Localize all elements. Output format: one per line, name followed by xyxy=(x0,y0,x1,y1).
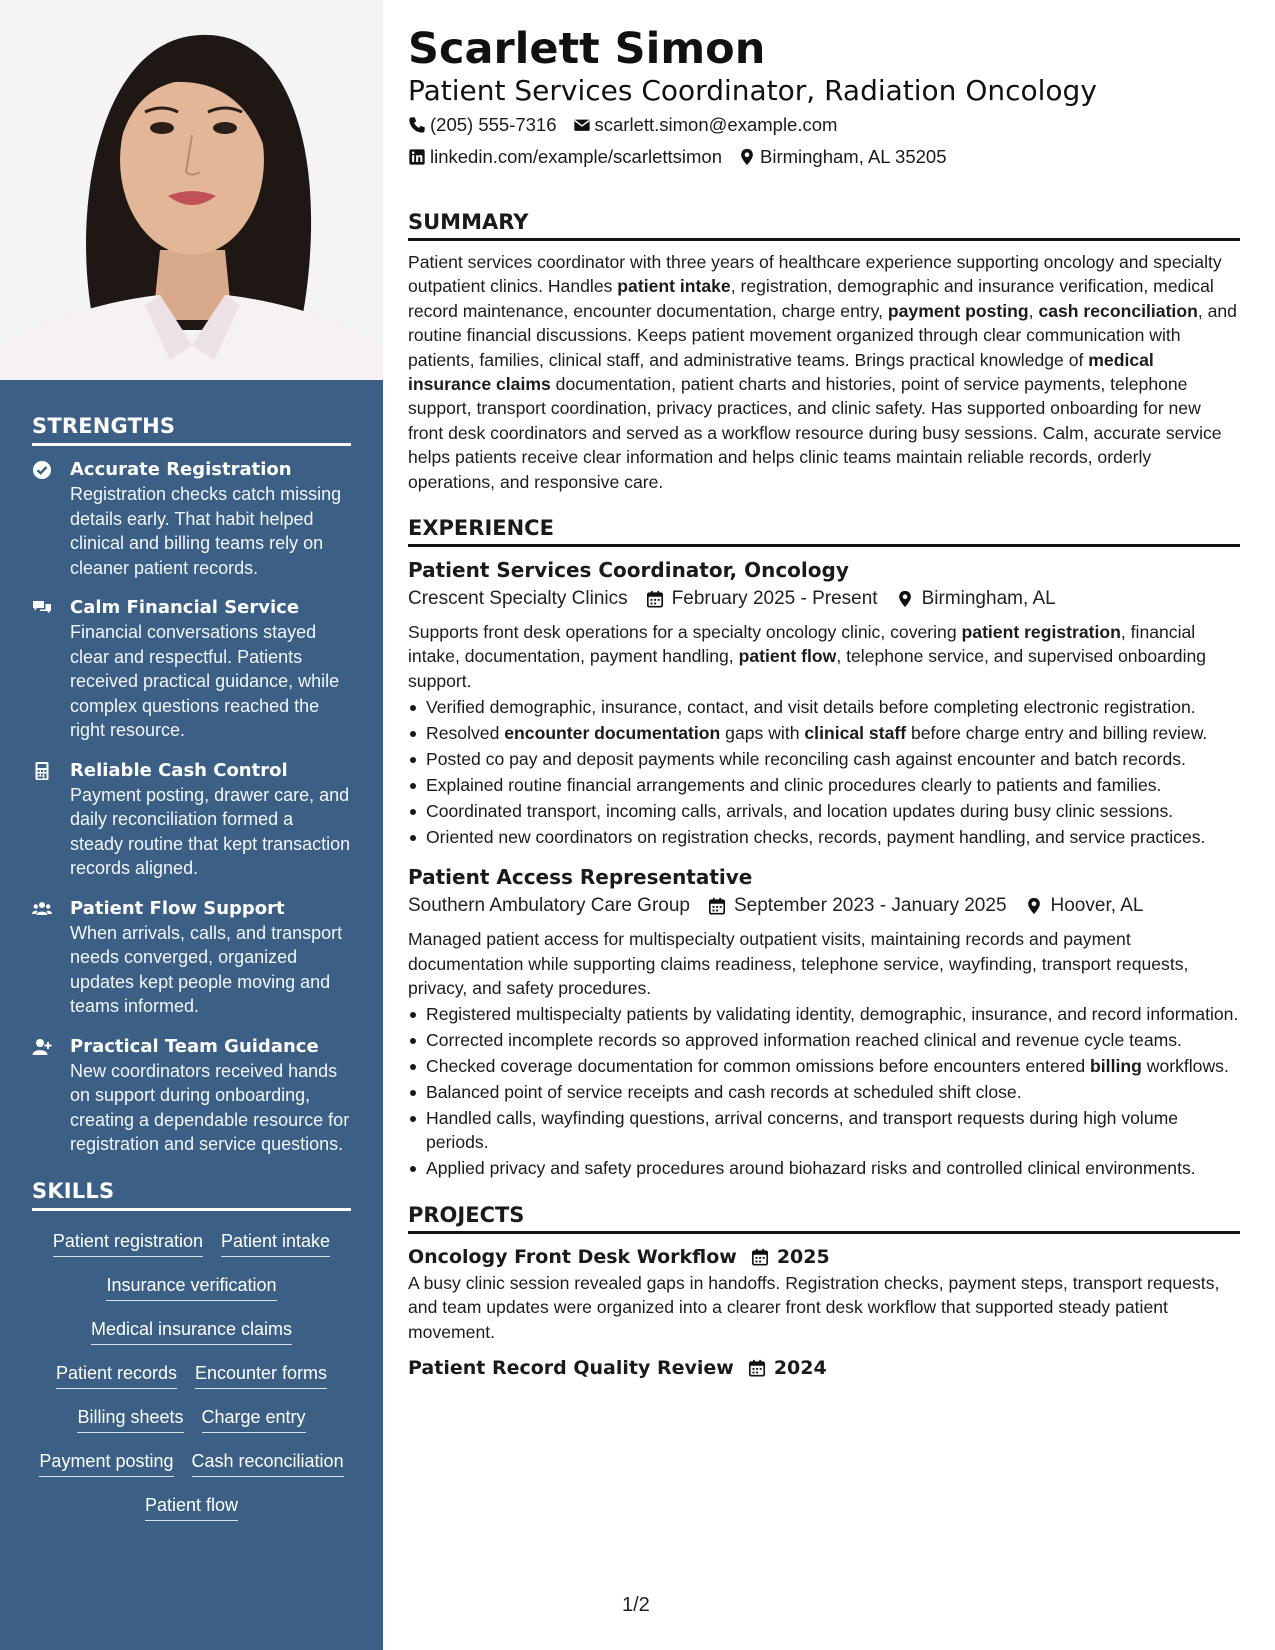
skill-tag: Medical insurance claims xyxy=(91,1317,292,1345)
job-location xyxy=(896,584,1056,614)
skill-tag: Cash reconciliation xyxy=(192,1449,344,1477)
bullet-item xyxy=(408,1028,1240,1052)
job-title: Patient Services Coordinator, Oncology xyxy=(408,558,849,583)
job-location-text: Hoover, AL xyxy=(1050,895,1144,917)
strength-item xyxy=(32,897,351,1019)
strength-desc: New coordinators received hands on support during onboarding, creating a dependable resource for registration and service questions. xyxy=(70,1060,350,1154)
sidebar xyxy=(0,0,383,1650)
text-run: Oriented new coordinators on registration checks, records, payment handling, and service practices. xyxy=(426,826,1206,847)
location-text: Birmingham, AL 35205 xyxy=(760,146,947,167)
text-run: Handled calls, wayfinding questions, arrival concerns, and transport requests during high volume periods. xyxy=(426,1108,1179,1153)
text-run: , registration, demographic and insurance verification, medical record maintenance, encounter documentation, charge entry, xyxy=(408,276,1214,321)
bullet-item xyxy=(408,1106,1240,1155)
bullet-item xyxy=(408,1054,1240,1078)
linkedin-text: linkedin.com/example/scarlettsimon xyxy=(430,146,723,167)
job-title: Patient Access Representative xyxy=(408,865,753,890)
project-desc: A busy clinic session revealed gaps in handoffs. Registration checks, payment steps, transport requests, and team updates were organized into a clearer front desk workflow that supported steady patient movement. xyxy=(408,1272,1220,1342)
job-company: Southern Ambulatory Care Group xyxy=(408,895,690,917)
linkedin-icon xyxy=(408,148,426,166)
strength-desc: Registration checks catch missing details early. That habit helped clinical and billing teams rely on cleaner patient records. xyxy=(70,484,342,578)
strength-item xyxy=(32,458,351,580)
strength-desc: Financial conversations stayed clear and respectful. Patients received practical guidance, while complex questions reached the right resource. xyxy=(70,622,340,740)
skill-tag: Insurance verification xyxy=(106,1273,276,1301)
job-meta xyxy=(408,891,1240,921)
contact-linkedin[interactable] xyxy=(408,142,722,172)
strength-title: Patient Flow Support xyxy=(70,897,285,919)
text-run: , telephone service, and supervised onboarding support. xyxy=(408,646,1207,691)
contact-location xyxy=(738,142,946,172)
bold-text: billing xyxy=(1090,1056,1142,1077)
bold-text: clinical staff xyxy=(804,723,907,744)
text-run: Managed patient access for multispecialty outpatient visits, maintaining records and payment documentation while supporting claims readiness, telephone service, wayfinding, transport requests, privacy, and safety procedures. xyxy=(408,929,1189,999)
text-run: gaps with xyxy=(720,723,805,744)
page-number: 1/2 xyxy=(622,1594,650,1616)
main-content xyxy=(408,0,1240,1382)
bullet-item xyxy=(408,1156,1240,1180)
text-run: Checked coverage documentation for common omissions before encounters entered xyxy=(426,1056,1091,1077)
strengths-heading: STRENGTHS xyxy=(32,414,351,446)
summary-text xyxy=(408,250,1240,494)
text-run: Applied privacy and safety procedures around biohazard risks and controlled clinical environments. xyxy=(426,1158,1196,1179)
bold-text: medical insurance claims xyxy=(408,349,1154,395)
job-entry xyxy=(408,556,1240,849)
project-header xyxy=(408,1354,1240,1382)
text-run: Coordinated transport, incoming calls, arrivals, and location updates during busy clinic sessions. xyxy=(426,800,1174,821)
strengths-list xyxy=(32,458,351,1157)
skill-tag: Patient records xyxy=(56,1361,177,1389)
phone-text: (205) 555-7316 xyxy=(430,114,557,135)
skill-tag: Patient registration xyxy=(53,1229,203,1257)
bold-text: cash reconciliation xyxy=(1038,300,1198,321)
calendar-icon xyxy=(646,590,664,608)
strength-item xyxy=(32,596,351,743)
project-title: Patient Record Quality Review xyxy=(408,1357,734,1379)
job-dates-text: February 2025 - Present xyxy=(671,588,878,610)
contact-email[interactable] xyxy=(573,110,838,140)
skill-tag: Encounter forms xyxy=(195,1361,327,1389)
text-run: , financial intake, documentation, payment handling, xyxy=(408,622,1196,667)
calendar-icon xyxy=(708,897,726,915)
email-text: scarlett.simon@example.com xyxy=(594,114,838,135)
text-run: Posted co pay and deposit payments while reconciling cash against encounter and batch records. xyxy=(426,749,1186,770)
projects-heading: PROJECTS xyxy=(408,1203,1240,1234)
skills-heading: SKILLS xyxy=(32,1179,351,1211)
strength-item xyxy=(32,759,351,881)
bold-text: encounter documentation xyxy=(504,723,721,744)
envelope-icon xyxy=(573,116,591,134)
skill-tag: Billing sheets xyxy=(77,1405,183,1433)
skill-tag: Payment posting xyxy=(39,1449,173,1477)
bullet-item xyxy=(408,1080,1240,1104)
skill-tag: Patient intake xyxy=(221,1229,330,1257)
calculator-icon xyxy=(32,761,52,781)
map-pin-icon xyxy=(896,590,914,608)
text-run: Explained routine financial arrangements and clinic procedures clearly to patients and families. xyxy=(426,775,1162,795)
job-dates xyxy=(646,584,878,614)
bullet-item xyxy=(408,799,1240,823)
job-dates-text: September 2023 - January 2025 xyxy=(734,895,1007,917)
bullet-item xyxy=(408,1002,1240,1026)
strength-desc: When arrivals, calls, and transport needs converged, organized updates kept people moving and teams informed. xyxy=(70,922,343,1016)
strength-title: Accurate Registration xyxy=(70,459,292,480)
strength-title: Calm Financial Service xyxy=(70,597,300,618)
strength-item xyxy=(32,1035,351,1157)
job-bullets xyxy=(408,695,1240,849)
contact-row-2 xyxy=(408,142,1240,172)
contact-phone[interactable] xyxy=(408,110,557,140)
map-pin-icon xyxy=(738,148,756,166)
bold-text: patient intake xyxy=(617,276,731,297)
contact-row-1 xyxy=(408,110,1240,140)
skill-tag: Charge entry xyxy=(202,1405,306,1433)
text-run: before charge entry and billing review. xyxy=(906,723,1208,744)
job-company: Crescent Specialty Clinics xyxy=(408,588,628,610)
text-run: documentation, patient charts and histories, point of service payments, telephone support, transport coordination, privacy practices, and clinic safety. Has supported onboarding for new front desk coordinators and served as a workflow resource during busy sessions. Calm, accurate service helps patients receive clear information and helps clinic teams maintain reliable records, orderly operations, and responsive care. xyxy=(408,374,1222,492)
bullet-item xyxy=(408,825,1240,849)
users-icon xyxy=(32,899,52,919)
strength-title: Practical Team Guidance xyxy=(70,1035,319,1057)
project-year: 2025 xyxy=(776,1245,830,1268)
comments-icon xyxy=(32,598,52,618)
skill-tag: Patient flow xyxy=(145,1493,238,1521)
job-intro xyxy=(408,620,1240,693)
text-run: Corrected incomplete records so approved information reached clinical and revenue cycle teams. xyxy=(426,1030,1182,1051)
check-circle-icon xyxy=(32,460,52,480)
job-location-text: Birmingham, AL xyxy=(921,588,1056,610)
job-dates xyxy=(708,891,1007,921)
bold-text: patient flow xyxy=(738,646,837,667)
text-run: Supports front desk operations for a specialty oncology clinic, covering xyxy=(408,622,962,643)
job-location xyxy=(1025,891,1144,921)
strength-desc: Payment posting, drawer care, and daily reconciliation formed a steady routine that kept transaction records aligned. xyxy=(70,784,351,878)
text-run: Verified demographic, insurance, contact, and visit details before completing electronic registration. xyxy=(426,697,1196,718)
job-meta xyxy=(408,584,1240,614)
text-run: , xyxy=(1028,300,1039,321)
project-title: Oncology Front Desk Workflow xyxy=(408,1245,737,1268)
bold-text: patient registration xyxy=(961,622,1121,643)
text-run: Resolved xyxy=(426,723,505,744)
phone-icon xyxy=(408,116,426,134)
bullet-item xyxy=(408,721,1240,745)
experience-heading: EXPERIENCE xyxy=(408,516,1240,547)
bullet-item xyxy=(408,747,1240,771)
calendar-icon xyxy=(751,1248,769,1266)
bold-text: payment posting xyxy=(887,300,1029,321)
job-intro xyxy=(408,927,1240,1000)
summary-heading: SUMMARY xyxy=(408,210,1240,241)
job-entry xyxy=(408,863,1240,1181)
text-run: workflows. xyxy=(1141,1056,1229,1077)
job-bullets xyxy=(408,1002,1240,1180)
text-run: , and routine financial discussions. Keeps patient movement organized through clear communication with patients, families, clinical staff, and administrative teams. Brings practical knowledge of xyxy=(408,300,1237,370)
project-year: 2024 xyxy=(773,1357,827,1379)
bullet-item xyxy=(408,773,1240,797)
calendar-icon xyxy=(748,1359,766,1377)
project-entry xyxy=(408,1354,1240,1382)
text-run: Patient services coordinator with three years of healthcare experience supporting oncology and specialty outpatient clinics. Handles xyxy=(408,252,1222,297)
profile-photo xyxy=(0,0,383,380)
strength-title: Reliable Cash Control xyxy=(70,759,288,781)
project-entry xyxy=(408,1243,1240,1344)
candidate-headline: Patient Services Coordinator, Radiation Oncology xyxy=(408,74,1097,107)
text-run: Registered multispecialty patients by validating identity, demographic, insurance, and record information. xyxy=(426,1004,1239,1025)
bullet-item xyxy=(408,695,1240,719)
candidate-name: Scarlett Simon xyxy=(408,24,766,74)
user-plus-icon xyxy=(32,1037,52,1057)
map-pin-icon xyxy=(1025,897,1043,915)
text-run: Balanced point of service receipts and cash records at scheduled shift close. xyxy=(426,1082,1022,1103)
profile-photo-illustration xyxy=(0,0,383,380)
skills-list xyxy=(32,1223,351,1521)
project-header xyxy=(408,1243,1240,1271)
